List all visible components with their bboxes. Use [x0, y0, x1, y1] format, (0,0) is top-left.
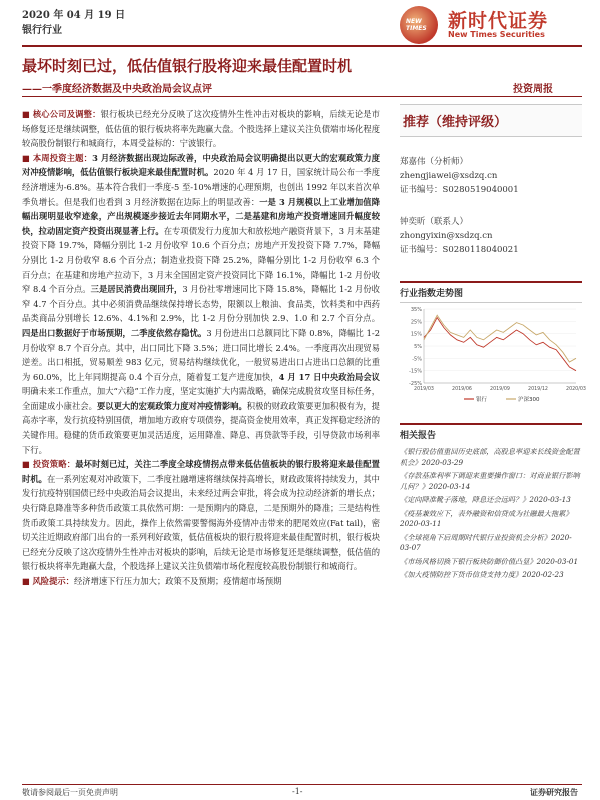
legend-label: 银行 [476, 397, 488, 403]
weekly-bold-5: 4 月 17 日中央政治局会议 [278, 371, 380, 382]
bullet-icon: ■ [22, 459, 31, 470]
analyst-name: 郑嘉伟（分析师） [400, 157, 469, 167]
rating-label: 推荐（维持评级） [400, 104, 582, 137]
brand-name-cn: 新时代证券 [448, 10, 549, 32]
strategy-paragraph [22, 457, 380, 574]
x-tick-label: 2019/12 [528, 387, 548, 392]
analyst-block [400, 155, 582, 257]
risk-text: 经济增速下行压力加大；政策不及预期；疫情超市场预期 [73, 576, 282, 586]
contact-name: 钟奕昕（联系人） [400, 217, 469, 227]
related-reports-title: 相关报告 [400, 423, 582, 444]
weekly-text-4: 3 月份进出口总额同比下降 0.8%，降幅比 1-2 月份收窄 8.7 个百分点。其中，出口同比下降 3.5%；进口同比增长 2.4%。一季度再次出现贸易逆差。出口相抵，贸易顺差 983 亿元，贸易结构继续优化，一般贸易进出口占进出口总额的比重为 60.0%，比上年同期提高 0.4 个百分点，随着复工复产进度加快， [22, 327, 380, 382]
x-tick-label: 2019/03 [414, 387, 434, 392]
contact-cert: 证书编号：S0280118040021 [400, 245, 519, 255]
logo-text-1: NEW [406, 18, 422, 25]
logo-text-2: TIMES [406, 25, 427, 32]
related-report-item[interactable]: 《加大疫情防控下货币信贷支持力度》2020-02-23 [400, 570, 564, 579]
weekly-bold-6: 要以更大的宏观政策力度对冲疫情影响。 [96, 400, 247, 411]
related-report-item[interactable]: 《银行股估值重回历史底部，高股息率迎来长线资金配置机会》2020-03-29 [400, 447, 580, 467]
weekly-paragraph [22, 151, 380, 457]
y-tick-label: 15% [410, 331, 422, 338]
y-tick-label: -5% [412, 356, 422, 363]
report-subtitle: ——一季度经济数据及中央政治局会议点评 [22, 84, 212, 95]
report-date: 2020 年 04 月 19 日 [22, 10, 126, 21]
y-tick-label: 5% [414, 344, 422, 350]
weekly-bold-2: 一是 3 月规模以上工业增加值降幅出现明显收窄迹象，产出规模逐步接近去年同期水平，二是基建和房地产投资增速回升幅度较快，拉动固定资产投资出现显著上行。 [22, 196, 380, 236]
footer-report-label: 证券研究报告 [530, 787, 578, 797]
industry-index-chart [400, 303, 586, 403]
report-type: 投资周报 [513, 84, 553, 95]
y-tick-label: 25% [410, 319, 422, 326]
core-paragraph [22, 107, 380, 151]
footer-disclaimer[interactable]: 敬请参阅最后一页免责声明 [22, 788, 118, 797]
y-tick-label: -25% [409, 381, 422, 387]
report-title: 最坏时刻已过，低估值银行股将迎来最佳配置时机 [22, 57, 353, 75]
weekly-text-1: 2020 年 4 月 17 日，国家统计局公布一季度经济增速为-6.8%。基本符合我们一季度-5 至-10%增速的心理预期，也创出 1992 年以来首次单季负增长。但是我们也看到 3 月经济数据在边际上的明显改善： [22, 167, 380, 207]
strategy-bold: 最坏时刻已过，关注二季度全球疫情拐点带来低估值板块的银行股将迎来最佳配置时机。 [22, 459, 380, 484]
analyst-email[interactable]: zhengjiawei@xsdzq.cn [400, 171, 498, 181]
legend-label: 沪深300 [518, 397, 540, 403]
x-tick-label: 2020/03 [566, 387, 586, 392]
y-tick-label: 35% [410, 307, 422, 313]
weekly-label: 本周投资主题： [32, 152, 93, 163]
core-label: 核心公司及调整： [32, 109, 101, 119]
weekly-text-3: 3 月份社零增速同比下降 15.8%，降幅比 1-2 月份收窄 4.7 个百分点。其中必须消费品继续保持增长态势，限额以上粮油、食品类，饮料类和中西药品类商品分别增长 12.6%、4.1%和 2.9%，比 1-2 月份分别加快 2.9、1.0 和 2.7 个百分点。 [22, 284, 380, 324]
title-divider [22, 96, 582, 97]
page-number: -1- [292, 787, 303, 796]
company-logo [400, 6, 438, 44]
related-reports-list [400, 447, 582, 581]
series-line [424, 318, 576, 371]
bullet-icon: ■ [22, 109, 31, 119]
core-text: 银行板块已经充分反映了这次疫情外生性冲击对板块的影响，后续无论是市场修复还是继续调整，低估值的银行板块将率先跑赢大盘。个股选择上建议关注负债端市场化程度较高股份制银行和城商行，本周受益标的：宁波银行。 [22, 109, 380, 149]
chart-title: 行业指数走势图 [400, 281, 582, 303]
strategy-label: 投资策略： [32, 459, 76, 470]
bullet-icon: ■ [22, 152, 31, 163]
weekly-text-5: 明确未来工作重点，加大“六稳”工作力度，坚定实施扩大内需战略，确保完成脱贫攻坚目标任务，全面建成小康社会。 [22, 386, 380, 411]
y-tick-label: -15% [409, 368, 422, 375]
risk-paragraph [22, 574, 380, 589]
related-report-item[interactable]: 《全球视角下后周期时代银行业投资机会分析》2020-03-07 [400, 532, 572, 552]
footer-divider [22, 784, 582, 785]
bullet-icon: ■ [22, 576, 30, 586]
brand-name-en: New Times Securities [448, 30, 545, 39]
related-report-item[interactable]: 《定向降准靴子落地，降息还会远吗？》2020-03-13 [400, 495, 571, 504]
weekly-text-2: 在专项债发行力度加大和放松地产融资背景下，3 月末基建投资下降 19.7%，降幅分别比 1-2 月份收窄 10.6 个百分点；房地产开发投资下降 7.7%，降幅分别比 1-2 月份收窄 8.6 个百分点；制造业投资下降 25.2%，降幅分别比 1-2 月份收窄 6.3 个百分点；在基建和房地产拉动下，3 月末全国固定资产投资同比下降 16.1%，降幅比 1-2 月份收窄 8.4 个百分点。 [22, 225, 380, 295]
header-divider [22, 45, 582, 47]
risk-label: 风险提示： [32, 576, 74, 586]
industry-label: 银行行业 [22, 25, 62, 36]
analyst-cert: 证书编号：S0280519040001 [400, 185, 519, 195]
weekly-bold-3: 三是居民消费出现回升， [90, 284, 183, 295]
weekly-text-6: 积极的财政政策要更加积极有为，提高赤字率，发行抗疫特别国债，增加地方政府专项债券，提高资金使用效率，真正发挥稳定经济的关键作用。稳健的货币政策要更加灵活适度，运用降准、降息、再贷款等手段，引导贷款市场利率下行。 [22, 400, 380, 455]
report-body [22, 107, 380, 589]
related-report-item[interactable]: 《存款基准利率下调迎来重要操作窗口：对商业银行影响几何？》2020-03-14 [400, 471, 580, 491]
related-report-item[interactable]: 《市场风格切换下银行板块防御价值凸显》2020-03-01 [400, 556, 579, 566]
sidebar [400, 104, 586, 581]
strategy-text: 在一系列宏观对冲政策下，二季度社融增速将继续保持高增长，财政政策将持续发力，其中发行抗疫特别国债已经中央政治局会议提出，未来经过两会审批，将会成为拉动经济新的增长点；央行降息降准等多种货币政策工具依然可期：一是预期内的降息，二是预期外的降准；三是结构性货币政策工具持续发力。因此，操作上依然需要警惕海外疫情冲击带来的肥尾效应(Fat tail)，密切关注近期政府部门出台的一系列利好政策，低估值板块的银行股将迎来最佳配置时机，银行板块已经充分反映了这次疫情外生性冲击对板块的影响，后续无论是市场修复还是继续调整，低估值的银行板块将率先跑赢大盘，个股选择上建议关注负债端市场化程度较高股份制银行和城商行。 [22, 473, 380, 572]
related-report-item[interactable]: 《疫基兼效应下，表外融资和信贷成为社融最大拖累》2020-03-11 [400, 508, 573, 528]
x-tick-label: 2019/09 [490, 387, 510, 392]
weekly-bold: 3 月经济数据出现边际改善，中央政治局会议明确提出以更大的宏观政策力度对冲疫情影响，低估值银行板块迎来最佳配置时机。 [22, 152, 381, 178]
x-tick-label: 2019/06 [452, 387, 472, 392]
weekly-bold-4: 四是出口数据好于市场预期，二季度依然存隐忧。 [22, 327, 207, 338]
contact-email[interactable]: zhongyixin@xsdzq.cn [400, 231, 493, 241]
